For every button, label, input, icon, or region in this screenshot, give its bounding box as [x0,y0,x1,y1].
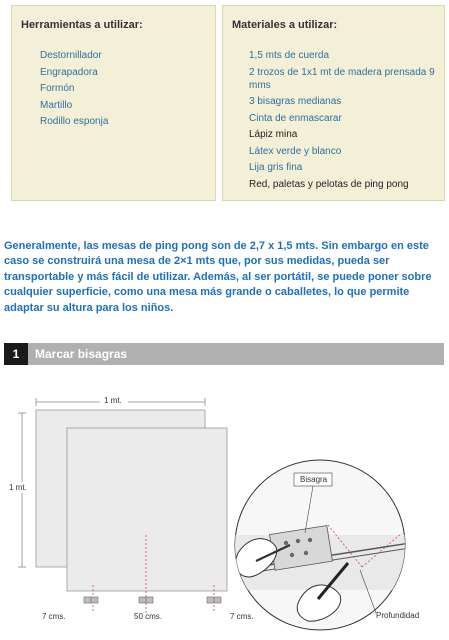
intro-paragraph: Generalmente, las mesas de ping pong son de 2,7 x 1,5 mts. Sin embargo en este caso se construirá una mesa de 2×1 mts que, por sus medidas, pueda ser transportable y más fácil de utilizar. Además, al ser portátil, se puede poner sobre cualquier superficie, como una mesa más grande o caballetes, lo que permite adaptar su altura para los niños. [4,240,432,314]
materials-list [249,49,439,194]
tool-item: Formón [40,83,75,94]
offset-left-label: 7 cms. [42,612,66,621]
board-front [67,428,227,591]
hinge-left-icon [84,597,98,603]
materials-title: Materiales a utilizar: [232,19,338,31]
tool-item: Martillo [40,99,73,111]
material-item: 3 bisagras medianas [249,96,342,107]
material-item: Lija gris fina [249,162,303,173]
material-item: Lápiz mina [249,129,298,140]
tool-item: Engrapadora [40,66,98,78]
material-item: 1,5 mts de cuerda [249,50,330,61]
offset-center-label: 50 cms. [134,612,163,621]
hinge-callout-label: Bisagra [300,475,328,484]
hinge-diagram [0,385,449,640]
depth-callout-label: Profundidad [376,611,420,620]
material-item: Red, paletas y pelotas de ping pong [249,178,409,190]
width-label: 1 mt. [104,396,122,405]
step-title: Marcar bisagras [35,347,128,361]
material-item: Látex verde y blanco [249,145,342,157]
height-label: 1 mt. [9,483,27,492]
material-item: 2 trozos de 1x1 mt de madera prensada 9 mms [249,66,435,91]
tool-item: Destornillador [40,50,102,61]
hinge-right-icon [207,597,221,603]
tools-box [11,5,216,201]
offset-right-label: 7 cms. [230,612,254,621]
tools-title: Herramientas a utilizar: [21,19,143,31]
tools-list [40,49,108,132]
tool-item: Rodillo esponja [40,116,109,127]
step-number: 1 [4,343,28,365]
material-item: Cinta de enmascarar [249,112,342,124]
step-header [4,343,444,365]
materials-box [222,5,445,201]
hinge-center-icon [139,597,153,603]
